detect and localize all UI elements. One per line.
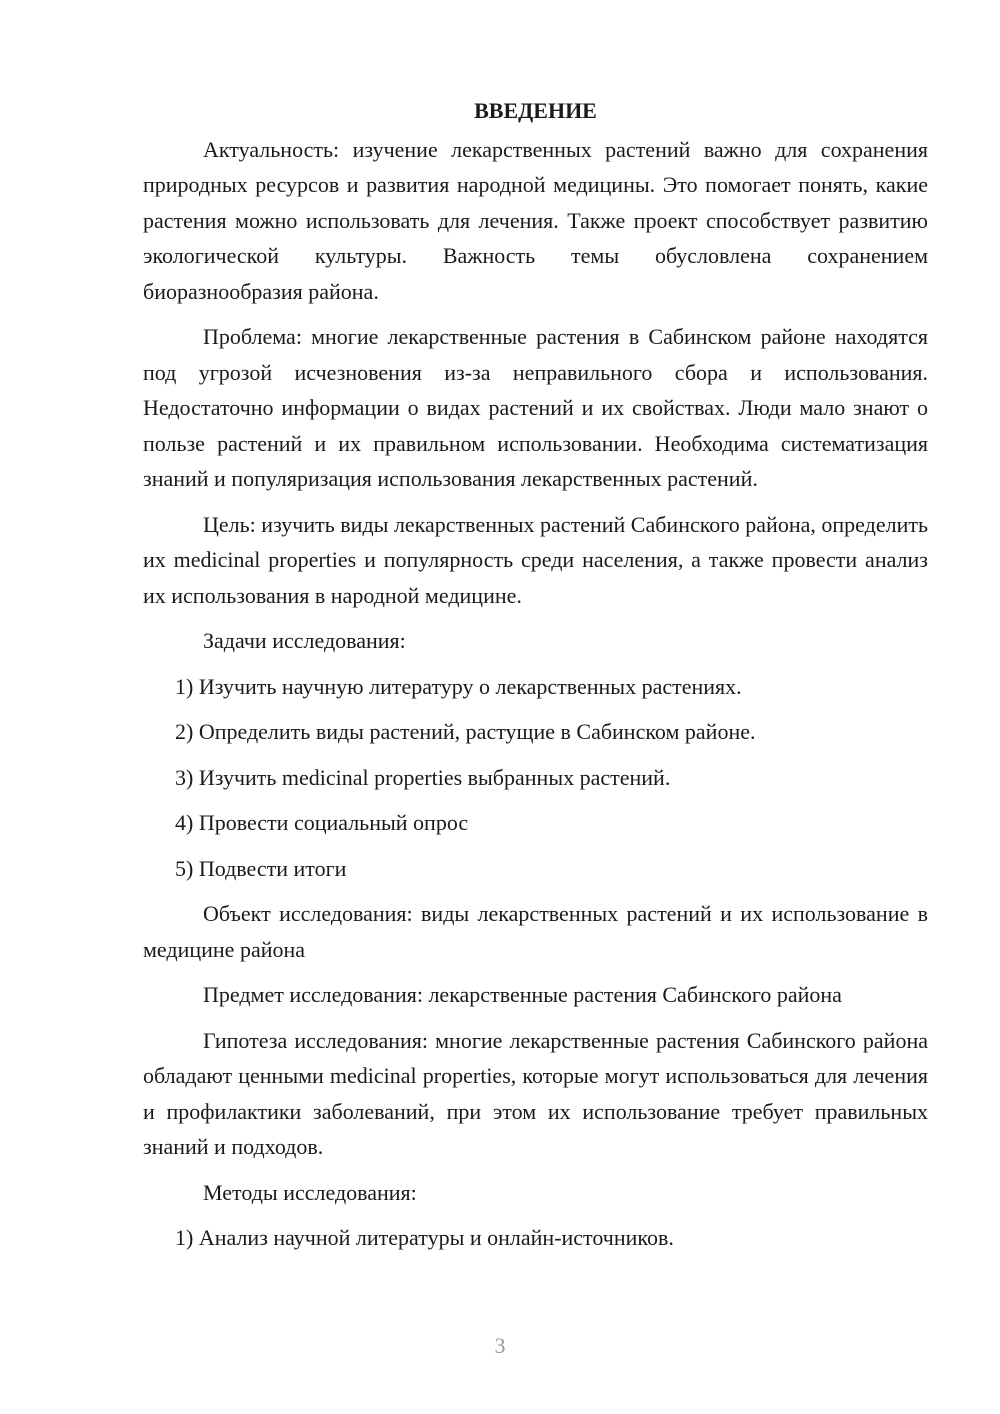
- object-paragraph: Объект исследования: виды лекарственных растений и их использование в медицине района: [143, 901, 928, 962]
- methods-heading: Методы исследования:: [203, 1179, 417, 1205]
- problem-paragraph: Проблема: многие лекарственные растения в Сабинском районе находятся под угрозой исчезновения из-за неправильного сбора и использования. Недостаточно информации о видах растений и их свойствах. Люди мало знают о пользе растений и их правильном использовании. Необходима систематизация знаний и популяризация использования лекарственных растений.: [143, 324, 928, 491]
- method-item: 1) Анализ научной литературы и онлайн-источников.: [175, 1225, 674, 1250]
- tasks-heading: Задачи исследования:: [203, 628, 406, 653]
- relevance-paragraph: Актуальность: изучение лекарственных растений важно для сохранения природных ресурсов и развития народной медицины. Это помогает понять, какие растения можно использовать для лечения. Также проект способствует развитию экологической культуры. Важность темы обусловлена сохранением биоразнообразия района.: [143, 136, 928, 304]
- page-title: ВВЕДЕНИЕ: [474, 98, 597, 123]
- subject-paragraph: Предмет исследования: лекарственные растения Сабинского района: [203, 982, 842, 1007]
- page-content: [143, 93, 928, 1266]
- hypothesis-paragraph: Гипотеза исследования: многие лекарственные растения Сабинского района обладают ценными medicinal properties, которые могут использоваться для лечения и профилактики заболеваний, при этом их использование требует правильных знаний и подходов.: [143, 1027, 928, 1159]
- goal-paragraph: Цель: изучить виды лекарственных растений Сабинского района, определить их medicinal properties и популярность среди населения, а также провести анализ их использования в народной медицине.: [143, 511, 928, 608]
- task-item: 5) Подвести итоги: [175, 855, 347, 881]
- task-item: 2) Определить виды растений, растущие в Сабинском районе.: [175, 719, 756, 744]
- task-item: 4) Провести социальный опрос: [175, 810, 469, 835]
- task-item: 1) Изучить научную литературу о лекарственных растениях.: [175, 673, 742, 699]
- task-item: 3) Изучить medicinal properties выбранных растений.: [175, 764, 671, 790]
- page-number: 3: [494, 1333, 506, 1358]
